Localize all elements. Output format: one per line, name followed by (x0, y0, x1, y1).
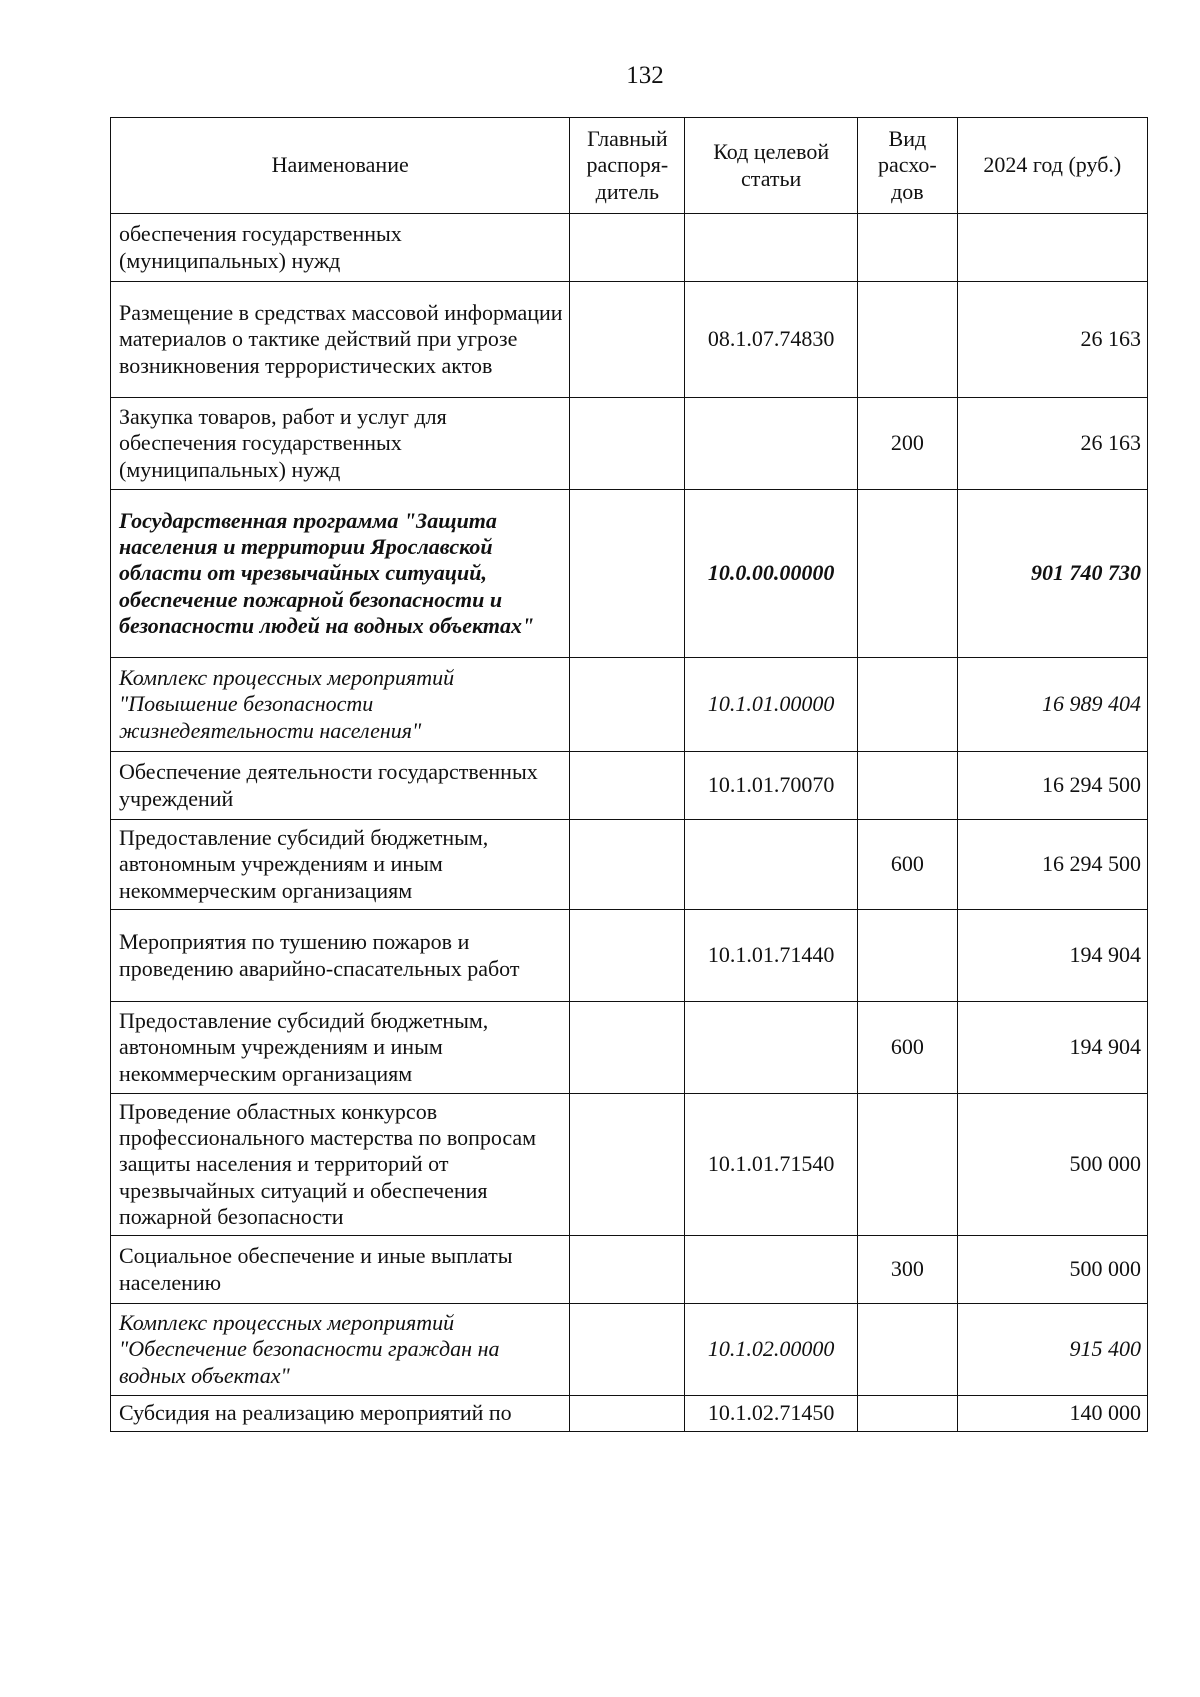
row-expense-type: 200 (858, 398, 958, 490)
row-expense-type (858, 1304, 958, 1396)
row-amount: 194 904 (957, 910, 1147, 1002)
header-name: Наименование (111, 118, 570, 214)
header-amount: 2024 год (руб.) (957, 118, 1147, 214)
row-disposer (570, 1002, 685, 1094)
row-expense-type (858, 1396, 958, 1432)
row-expense-type: 600 (858, 1002, 958, 1094)
header-code: Код целевой статьи (685, 118, 858, 214)
row-name: обеспечения государственных (муниципальных) нужд (111, 214, 570, 282)
row-name: Размещение в средствах массовой информации материалов о тактике действий при угрозе возникновения террористических актов (111, 282, 570, 398)
row-amount: 194 904 (957, 1002, 1147, 1094)
row-amount: 16 294 500 (957, 752, 1147, 820)
row-amount: 16 294 500 (957, 820, 1147, 910)
row-expense-type (858, 1094, 958, 1236)
row-target-code: 10.1.02.71450 (685, 1396, 858, 1432)
row-disposer (570, 658, 685, 752)
row-name: Предоставление субсидий бюджетным, автономным учреждениям и иным некоммерческим организациям (111, 1002, 570, 1094)
row-disposer (570, 820, 685, 910)
table-row (111, 752, 1148, 820)
row-name: Комплекс процессных мероприятий "Повышение безопасности жизнедеятельности населения" (111, 658, 570, 752)
table-row (111, 1396, 1148, 1432)
page-number: 132 (626, 62, 664, 89)
row-name: Государственная программа "Защита населения и территории Ярославской области от чрезвычайных ситуаций, обеспечение пожарной безопасности и безопасности людей на водных объектах" (111, 490, 570, 658)
row-amount: 26 163 (957, 398, 1147, 490)
row-disposer (570, 1396, 685, 1432)
row-target-code: 10.1.01.70070 (685, 752, 858, 820)
row-amount: 500 000 (957, 1094, 1147, 1236)
row-name: Субсидия на реализацию мероприятий по (111, 1396, 570, 1432)
row-name: Комплекс процессных мероприятий "Обеспечение безопасности граждан на водных объектах" (111, 1304, 570, 1396)
row-disposer (570, 1094, 685, 1236)
row-target-code: 10.1.01.00000 (685, 658, 858, 752)
row-expense-type: 600 (858, 820, 958, 910)
row-target-code: 10.1.02.00000 (685, 1304, 858, 1396)
row-target-code: 10.1.01.71440 (685, 910, 858, 1002)
row-disposer (570, 1236, 685, 1304)
table-row (111, 490, 1148, 658)
row-disposer (570, 1304, 685, 1396)
row-name: Закупка товаров, работ и услуг для обеспечения государственных (муниципальных) нужд (111, 398, 570, 490)
row-target-code: 10.0.00.00000 (685, 490, 858, 658)
table-row (111, 910, 1148, 1002)
row-target-code (685, 820, 858, 910)
table-row (111, 1094, 1148, 1236)
table-row (111, 282, 1148, 398)
table-row (111, 1304, 1148, 1396)
header-row (111, 118, 1148, 214)
row-amount: 500 000 (957, 1236, 1147, 1304)
row-amount: 16 989 404 (957, 658, 1147, 752)
table-row (111, 398, 1148, 490)
row-name: Проведение областных конкурсов профессионального мастерства по вопросам защиты населения и территорий от чрезвычайных ситуаций и обеспечения пожарной безопасности (111, 1094, 570, 1236)
row-amount: 901 740 730 (957, 490, 1147, 658)
table-row (111, 1236, 1148, 1304)
row-name: Мероприятия по тушению пожаров и проведению аварийно-спасательных работ (111, 910, 570, 1002)
row-expense-type (858, 214, 958, 282)
row-target-code (685, 1236, 858, 1304)
row-expense-type (858, 282, 958, 398)
row-expense-type (858, 752, 958, 820)
row-amount: 26 163 (957, 282, 1147, 398)
budget-table (110, 117, 1148, 1432)
row-target-code (685, 1002, 858, 1094)
table-row (111, 214, 1148, 282)
row-name: Обеспечение деятельности государственных учреждений (111, 752, 570, 820)
row-disposer (570, 398, 685, 490)
row-disposer (570, 490, 685, 658)
row-target-code: 08.1.07.74830 (685, 282, 858, 398)
row-amount: 915 400 (957, 1304, 1147, 1396)
row-expense-type (858, 490, 958, 658)
row-target-code (685, 214, 858, 282)
row-expense-type (858, 658, 958, 752)
row-expense-type: 300 (858, 1236, 958, 1304)
row-name: Социальное обеспечение и иные выплаты населению (111, 1236, 570, 1304)
header-type: Вид расхо-дов (858, 118, 958, 214)
row-expense-type (858, 910, 958, 1002)
row-disposer (570, 752, 685, 820)
row-target-code (685, 398, 858, 490)
table-row (111, 820, 1148, 910)
row-disposer (570, 214, 685, 282)
row-disposer (570, 282, 685, 398)
header-disposer: Главный распоря-дитель (570, 118, 685, 214)
table-row (111, 658, 1148, 752)
row-name: Предоставление субсидий бюджетным, автономным учреждениям и иным некоммерческим организациям (111, 820, 570, 910)
row-amount: 140 000 (957, 1396, 1147, 1432)
row-target-code: 10.1.01.71540 (685, 1094, 858, 1236)
row-disposer (570, 910, 685, 1002)
table-row (111, 1002, 1148, 1094)
row-amount (957, 214, 1147, 282)
